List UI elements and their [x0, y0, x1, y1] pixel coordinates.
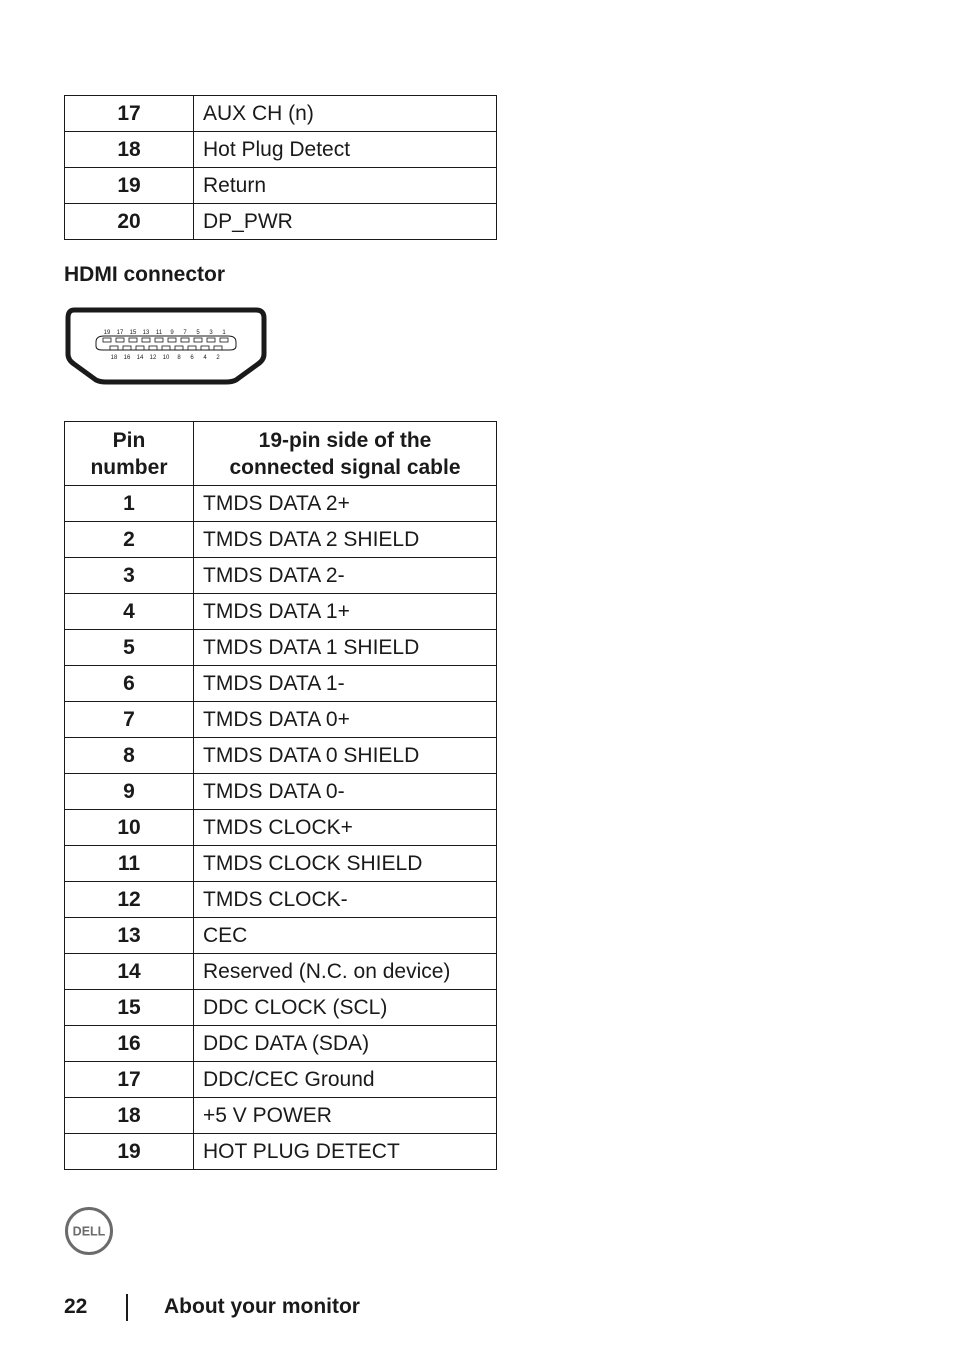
- table-row: [65, 96, 497, 132]
- connector-pin-label: 12: [149, 355, 157, 361]
- footer-section-title: About your monitor: [164, 1295, 360, 1318]
- connector-pin-contact: [207, 338, 215, 342]
- pin-number: 4: [65, 594, 194, 630]
- table-row: [65, 204, 497, 240]
- table-row: [65, 630, 497, 666]
- table-row: [65, 168, 497, 204]
- pin-signal: CEC: [194, 918, 497, 954]
- connector-pin-contact: [149, 346, 157, 350]
- connector-pin-label: 2: [216, 355, 220, 361]
- table-row: [65, 1134, 497, 1170]
- pin-signal: DP_PWR: [194, 204, 497, 240]
- connector-pin-contact: [123, 346, 131, 350]
- table-row: [65, 954, 497, 990]
- pin-number: 14: [65, 954, 194, 990]
- pin-number: 3: [65, 558, 194, 594]
- table-row: [65, 990, 497, 1026]
- pin-signal: Hot Plug Detect: [194, 132, 497, 168]
- pin-signal: TMDS DATA 1 SHIELD: [194, 630, 497, 666]
- pin-number: 2: [65, 522, 194, 558]
- pin-signal: TMDS DATA 0 SHIELD: [194, 738, 497, 774]
- table-row: [65, 882, 497, 918]
- hdmi-connector-diagram: [64, 306, 268, 386]
- connector-pin-label: 1: [222, 330, 226, 336]
- footer-divider: [126, 1294, 128, 1321]
- pin-number: 6: [65, 666, 194, 702]
- connector-pin-contact: [188, 346, 196, 350]
- pin-number: 17: [65, 1062, 194, 1098]
- pin-number: 8: [65, 738, 194, 774]
- connector-pin-contact: [116, 338, 124, 342]
- pin-signal: Reserved (N.C. on device): [194, 954, 497, 990]
- svg-text:DELL: DELL: [72, 1224, 106, 1239]
- header-pin-number: Pin number: [65, 422, 194, 486]
- pin-signal: TMDS CLOCK+: [194, 810, 497, 846]
- table-row: [65, 1098, 497, 1134]
- connector-pin-label: 19: [103, 330, 111, 336]
- connector-pin-contact: [175, 346, 183, 350]
- connector-pin-contact: [136, 346, 144, 350]
- connector-pin-contact: [181, 338, 189, 342]
- pin-number: 20: [65, 204, 194, 240]
- connector-pin-label: 17: [116, 330, 124, 336]
- pin-signal: TMDS CLOCK SHIELD: [194, 846, 497, 882]
- pin-number: 17: [65, 96, 194, 132]
- table-row: [65, 810, 497, 846]
- connector-pin-label: 3: [209, 330, 213, 336]
- connector-pin-label: 8: [177, 355, 181, 361]
- table-row: [65, 774, 497, 810]
- connector-pin-contact: [162, 346, 170, 350]
- pin-signal: Return: [194, 168, 497, 204]
- table-header-row: [65, 422, 497, 486]
- pin-signal: DDC CLOCK (SCL): [194, 990, 497, 1026]
- pin-number: 11: [65, 846, 194, 882]
- connector-pin-label: 15: [129, 330, 137, 336]
- table-row: [65, 522, 497, 558]
- connector-pin-contact: [155, 338, 163, 342]
- pin-signal: TMDS DATA 2+: [194, 486, 497, 522]
- table-row: [65, 594, 497, 630]
- connector-pin-label: 18: [110, 355, 118, 361]
- connector-pin-label: 4: [203, 355, 207, 361]
- pin-signal: AUX CH (n): [194, 96, 497, 132]
- pin-number: 19: [65, 1134, 194, 1170]
- pin-number: 19: [65, 168, 194, 204]
- pin-number: 1: [65, 486, 194, 522]
- table-row: [65, 558, 497, 594]
- pin-number: 7: [65, 702, 194, 738]
- pin-signal: +5 V POWER: [194, 1098, 497, 1134]
- connector-pin-contact: [214, 346, 222, 350]
- pin-signal: DDC/CEC Ground: [194, 1062, 497, 1098]
- connector-pin-contact: [103, 338, 111, 342]
- pin-signal: TMDS CLOCK-: [194, 882, 497, 918]
- pin-table-continued: [64, 95, 497, 240]
- pin-number: 13: [65, 918, 194, 954]
- connector-pin-label: 6: [190, 355, 194, 361]
- connector-pin-contact: [110, 346, 118, 350]
- pin-number: 18: [65, 132, 194, 168]
- connector-pin-contact: [220, 338, 228, 342]
- table-row: [65, 846, 497, 882]
- header-signal: 19-pin side of the connected signal cable: [194, 422, 497, 486]
- pin-signal: TMDS DATA 2-: [194, 558, 497, 594]
- table-row: [65, 486, 497, 522]
- pin-number: 10: [65, 810, 194, 846]
- table-row: [65, 666, 497, 702]
- pin-signal: TMDS DATA 1-: [194, 666, 497, 702]
- pin-number: 16: [65, 1026, 194, 1062]
- pin-signal: TMDS DATA 1+: [194, 594, 497, 630]
- pin-signal: TMDS DATA 0-: [194, 774, 497, 810]
- connector-pin-label: 11: [155, 330, 163, 336]
- connector-pin-label: 9: [170, 330, 174, 336]
- connector-pin-label: 10: [162, 355, 170, 361]
- connector-pin-contact: [129, 338, 137, 342]
- dell-logo-icon: [64, 1206, 114, 1256]
- pin-number: 5: [65, 630, 194, 666]
- connector-pin-label: 7: [183, 330, 187, 336]
- connector-pin-contact: [194, 338, 202, 342]
- table-row: [65, 738, 497, 774]
- pin-signal: TMDS DATA 0+: [194, 702, 497, 738]
- pin-number: 18: [65, 1098, 194, 1134]
- table-row: [65, 1062, 497, 1098]
- page-number: 22: [64, 1295, 88, 1318]
- table-row: [65, 702, 497, 738]
- connector-pin-label: 13: [142, 330, 150, 336]
- pin-signal: DDC DATA (SDA): [194, 1026, 497, 1062]
- pin-signal: HOT PLUG DETECT: [194, 1134, 497, 1170]
- pin-number: 15: [65, 990, 194, 1026]
- connector-pin-label: 5: [196, 330, 200, 336]
- table-row: [65, 1026, 497, 1062]
- connector-pin-contact: [201, 346, 209, 350]
- table-row: [65, 132, 497, 168]
- table-row: [65, 918, 497, 954]
- connector-pin-contact: [168, 338, 176, 342]
- pin-number: 9: [65, 774, 194, 810]
- connector-pin-label: 16: [123, 355, 131, 361]
- hdmi-connector-heading: HDMI connector: [64, 263, 226, 286]
- pin-number: 12: [65, 882, 194, 918]
- pin-signal: TMDS DATA 2 SHIELD: [194, 522, 497, 558]
- hdmi-pin-table: [64, 421, 497, 1170]
- connector-pin-contact: [142, 338, 150, 342]
- connector-pin-label: 14: [136, 355, 144, 361]
